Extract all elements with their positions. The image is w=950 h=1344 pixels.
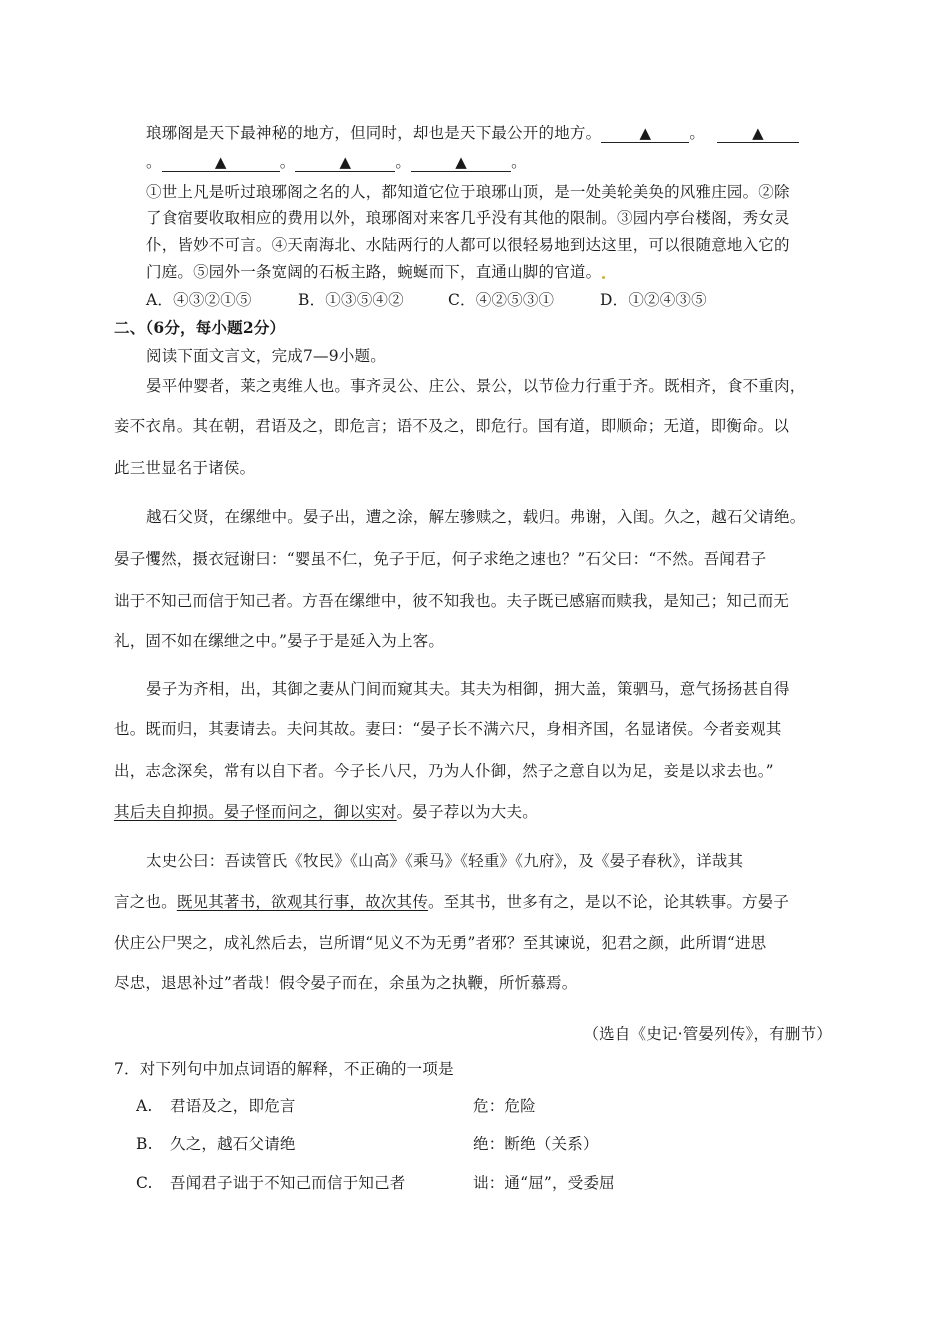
answer-blank-2[interactable]: ▲ <box>717 124 799 143</box>
q6-choice-b[interactable]: B．①③⑤④② <box>298 291 404 309</box>
q6-stem-line <box>146 123 799 143</box>
q6-choice-d[interactable]: D．①②④③⑤ <box>600 291 707 309</box>
passage-line <box>114 892 789 912</box>
period: 。 <box>511 153 527 171</box>
q6-option-line: ①世上凡是听过琅琊阁之名的人，都知道它位于琅琊山顶，是一处美轮美奂的风雅庄园。②除 <box>146 183 790 201</box>
source-citation: （选自《史记·管晏列传》，有删节） <box>583 1025 832 1043</box>
q7-option-b-gloss: 绝：断绝（关系） <box>473 1135 599 1153</box>
passage-line: 尽忠，退思补过”者哉！假令晏子而在，余虽为之执鞭，所忻慕焉。 <box>114 974 578 992</box>
passage-text: 。至其书，世多有之，是以不论，论其轶事。方晏子 <box>428 893 790 911</box>
q6-choice-c[interactable]: C．④②⑤③① <box>448 291 555 309</box>
q7-option-a-gloss: 危：危险 <box>473 1097 536 1115</box>
period: 。 <box>279 153 296 171</box>
q6-option-line: 了食宿要收取相应的费用以外，琅琊阁对来客几乎没有其他的限制。③园内亭台楼阁，秀女灵 <box>146 209 790 227</box>
underlined-sentence: 既见其著书，欲观其行事，故次其传 <box>176 893 429 911</box>
passage-line: 伏庄公尸哭之，成礼然后去，岂所谓“见义不为无勇”者邪？至其谏说，犯君之颜，此所谓“进思 <box>114 934 767 952</box>
section-heading: 二、（6分，每小题2分） <box>114 318 286 337</box>
q6-option-line <box>146 262 605 282</box>
passage-text: 。晏子荐以为大夫。 <box>396 803 538 821</box>
passage-line: 也。既而归，其妻请去。夫问其故。妻曰：“晏子长不满六尺，身相齐国，名显诸侯。今者妾观其 <box>114 720 782 738</box>
q7-option-a-letter[interactable]: A. <box>136 1097 153 1115</box>
answer-blank-5[interactable]: ▲ <box>411 153 511 172</box>
q7-stem: 7．对下列句中加点词语的解释，不正确的一项是 <box>114 1060 454 1078</box>
q6-stem: 琅琊阁是天下最神秘的地方，但同时，却也是天下最公开的地方。 <box>146 124 602 142</box>
q6-blank-line <box>146 152 527 172</box>
passage-line <box>114 802 538 822</box>
passage-line: 此三世显名于诸侯。 <box>114 459 256 477</box>
q6-option-text: 门庭。⑤园外一条宽阔的石板主路，蜿蜒而下，直通山脚的官道。 <box>146 263 602 281</box>
period: 。 <box>146 153 162 171</box>
q7-option-b-text: 久之，越石父请绝 <box>170 1135 296 1153</box>
passage-line: 越石父贤，在缧绁中。晏子出，遭之涂，解左骖赎之，载归。弗谢，入闺。久之，越石父请绝。 <box>146 508 806 526</box>
passage-line: 太史公曰：吾读管氏《牧民》《山高》《乘马》《轻重》《九府》，及《晏子春秋》，详哉其 <box>146 852 744 870</box>
passage-line: 出，志念深矣，常有以自下者。今子长八尺，乃为人仆御，然子之意自以为足，妾是以求去也。” <box>114 762 774 780</box>
answer-blank-1[interactable]: ▲ <box>601 124 689 143</box>
q6-choice-a[interactable]: A．④③②①⑤ <box>146 291 252 309</box>
passage-line: 晏子为齐相，出，其御之妻从门间而窥其夫。其夫为相御，拥大盖，策驷马，意气扬扬甚自得 <box>146 680 790 698</box>
q7-option-c-gloss: 诎：通“屈”，受委屈 <box>473 1174 615 1192</box>
q7-option-b-letter[interactable]: B. <box>136 1135 153 1153</box>
section-intro: 阅读下面文言文，完成7—9小题。 <box>146 347 386 365</box>
q7-option-a-text: 君语及之，即危言 <box>170 1097 296 1115</box>
period: 。 <box>395 153 412 171</box>
q7-option-c-text: 吾闻君子诎于不知己而信于知己者 <box>170 1174 406 1192</box>
passage-line: 诎于不知己而信于知己者。方吾在缧绁中，彼不知我也。夫子既已感寤而赎我，是知己；知己而无 <box>114 592 790 610</box>
q7-option-c-letter[interactable]: C. <box>136 1174 153 1192</box>
passage-line: 晏子戄然，摄衣冠谢曰：“婴虽不仁，免子于厄，何子求绝之速也？”石父曰：“不然。吾闻君子 <box>114 550 767 568</box>
passage-line: 礼，固不如在缧绁之中。”晏子于是延入为上客。 <box>114 632 445 650</box>
passage-line: 晏平仲婴者，莱之夷维人也。事齐灵公、庄公、景公，以节俭力行重于齐。既相齐，食不重肉， <box>146 377 806 395</box>
answer-blank-3[interactable]: ▲ <box>162 153 280 172</box>
passage-text: 言之也。 <box>114 893 177 911</box>
answer-blank-4[interactable]: ▲ <box>295 153 395 172</box>
passage-line: 妾不衣帛。其在朝，君语及之，即危言；语不及之，即危行。国有道，即顺命；无道，即衡命。以 <box>114 417 790 435</box>
underlined-sentence: 其后夫自抑损。晏子怪而问之，御以实对 <box>114 803 397 821</box>
highlight-mark <box>602 276 605 279</box>
q6-option-line: 仆，皆妙不可言。④天南海北、水陆两行的人都可以很轻易地到达这里，可以很随意地入它的 <box>146 236 790 254</box>
period: 。 <box>689 124 706 142</box>
